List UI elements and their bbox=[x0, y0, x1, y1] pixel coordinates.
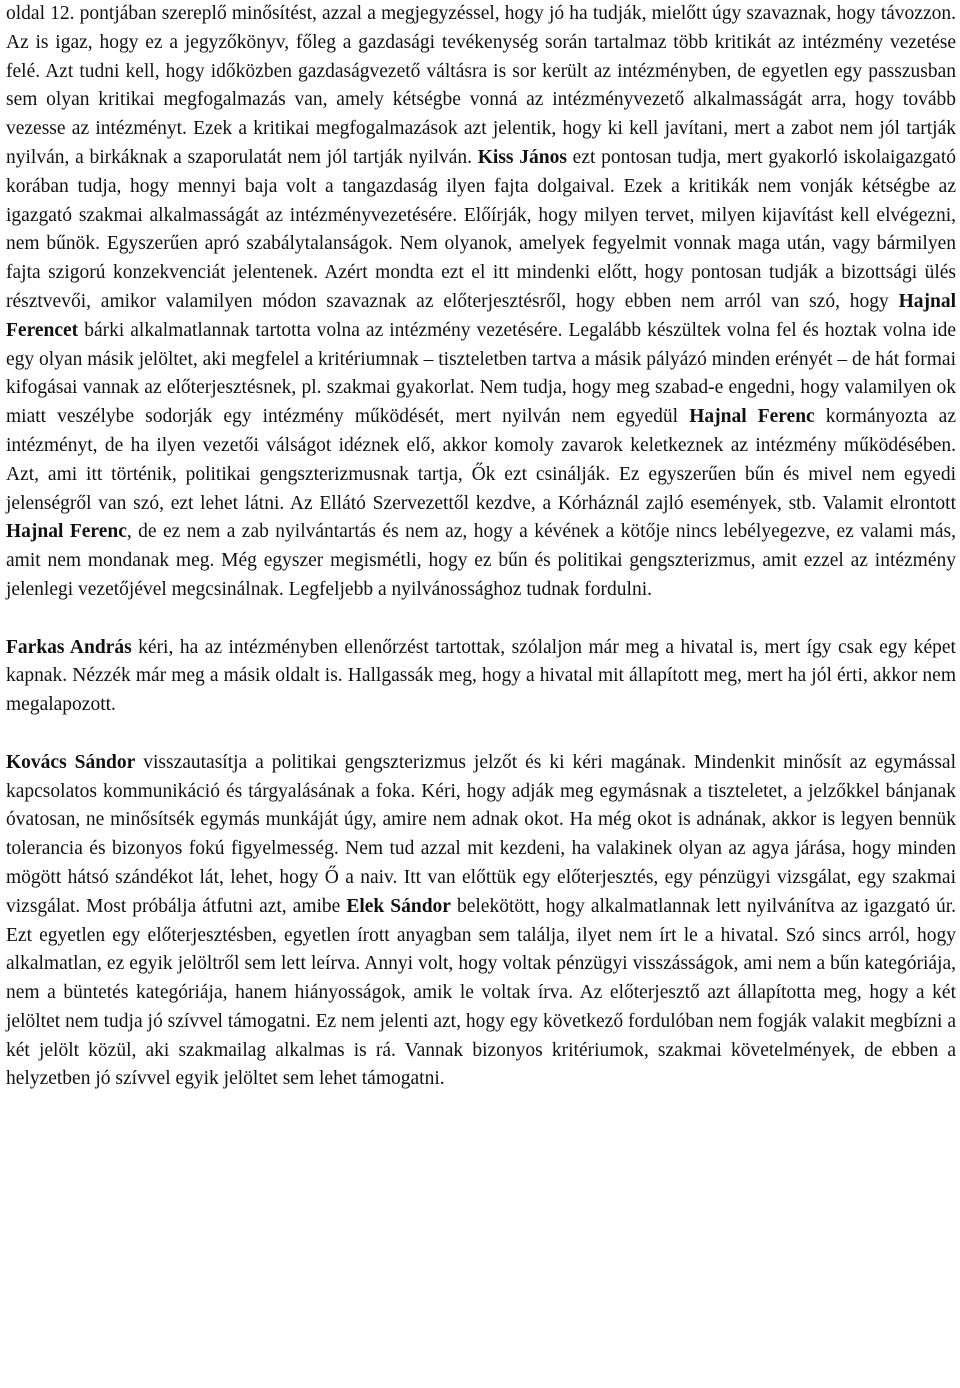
person-name-elek-sandor: Elek Sándor bbox=[346, 895, 451, 917]
text-segment: belekötött, hogy alkalmatlannak lett nyilvánítva az igazgató úr. Ezt egyetlen egy előterjesztésben, egyetlen írott anyagban sem találja, ilyet nem írt le a hivatal. Szó sincs arról, hogy alkalmatlan, ez egyik jelöltről sem lett leírva. Annyi volt, hogy voltak pénzügyi visszásságok, ami nem a bűn kategóriája, nem a büntetés kategóriája, hanem hiányosságok, amik le voltak írva. Az előterjesztő azt állapította meg, hogy a két jelöltet nem tudja jó szívvel támogatni. Ez nem jelenti azt, hogy egy következő fordulóban nem fogják valakit megbízni a két jelölt közül, aki szakmailag alkalmas is rá. Vannak bizonyos kritériumok, szakmai követelmények, de ebben a helyzetben jó szívvel egyik jelöltet sem lehet támogatni. bbox=[6, 895, 956, 1090]
paragraph-kovacs-sandor bbox=[6, 749, 956, 1095]
paragraph-farkas-andras bbox=[6, 634, 956, 720]
text-segment: kéri, ha az intézményben ellenőrzést tartottak, szólaljon már meg a hivatal is, mert így csak egy képet kapnak. Nézzék már meg a másik oldalt is. Hallgassák meg, hogy a hivatal mit állapított meg, mert ha jól érti, akkor nem megalapozott. bbox=[6, 636, 956, 716]
person-name-hajnal-ferencet: Hajnal Ferencet bbox=[6, 290, 956, 341]
person-name-hajnal-ferenc: Hajnal Ferenc bbox=[689, 406, 815, 428]
speaker-name-kovacs-sandor: Kovács Sándor bbox=[6, 751, 136, 773]
text-segment: kormányozta az intézményt, de ha ilyen vezetői válságot idéznek elő, akkor komoly zavarok keletkeznek az intézmény működésében. Azt, ami itt történik, politikai gengszterizmusnak tartja, Ők ezt csinálják. Ez egyszerűen bűn és mivel nem egyedi jelenségről van szó, ezt lehet látni. Az Ellátó Szervezettől kezdve, a Kórháznál zajló események, stb. Valamit elrontott bbox=[6, 406, 956, 514]
person-name-hajnal-ferenc: Hajnal Ferenc bbox=[6, 521, 127, 543]
text-segment: bárki alkalmatlannak tartotta volna az intézmény vezetésére. Legalább készültek volna fel és hoztak volna ide egy olyan másik jelöltet, aki megfelel a kritériumnak – tiszteletben tartva a másik pályázó minden erényét – de hát formai kifogásai vannak az előterjesztésnek, pl. szakmai gyakorlat. Nem tudja, hogy meg szabad-e engedni, hogy valamilyen ok miatt veszélybe sodorják egy intézmény működését, mert nyilván nem egyedül bbox=[6, 319, 956, 428]
paragraph-hajnal-discussion bbox=[6, 0, 956, 605]
text-segment: visszautasítja a politikai gengszterizmus jelzőt és ki kéri magának. Mindenkit minősít az egymással kapcsolatos kommunikáció és tárgyalásának a foka. Kéri, hogy adják meg egymásnak a tiszteletet, a jelzőkkel bánjanak óvatosan, ne minősítsék egymás munkáját úgy, amire nem adnak okot. Ha még okot is adnának, akkor is legyen bennük tolerancia és bizonyos fokú figyelmesség. Nem tud azzal mit kezdeni, ha valakinek olyan az agya járása, hogy minden mögött hátsó szándékot lát, lehet, hogy Ő a naiv. Itt van előttük egy előterjesztés, egy pénzügyi vizsgálat, egy szakmai vizsgálat. Most próbálja átfutni azt, amibe bbox=[6, 751, 956, 917]
speaker-name-kiss-janos: Kiss János bbox=[477, 146, 567, 168]
text-segment: oldal 12. pontjában szereplő minősítést, azzal a megjegyzéssel, hogy jó ha tudják, mielőtt úgy szavaznak, hogy távozzon. Az is igaz, hogy ez a jegyzőkönyv, főleg a gazdasági tevékenység során tartalmaz több kritikát az intézmény vezetése felé. Azt tudni kell, hogy időközben gazdaságvezető váltásra is sor került az intézményben, de egyetlen egy passzusban sem olyan kritikai megfogalmazás van, amely kétségbe vonná az intézményvezető alkalmasságát arra, hogy tovább vezesse az intézményt. Ezek a kritikai megfogalmazások azt jelentik, hogy ki kell javítani, mert a zabot nem jól tartják nyilván, a birkáknak a szaporulatát nem jól tartják nyilván. bbox=[6, 3, 956, 168]
text-segment: ezt pontosan tudja, mert gyakorló iskolaigazgató korában tudja, hogy mennyi baja volt a tangazdaság ilyen fajta dolgaival. Ezek a kritikák nem vonják kétségbe az igazgató szakmai alkalmasságát az intézményvezetésére. Előírják, hogy milyen tervet, milyen kijavítást kell elvégezni, nem bűnök. Egyszerűen apró szabálytalanságok. Nem olyanok, amelyek fegyelmit vonnak maga után, vagy bármilyen fajta szigorú konzekvenciát jelentenek. Azért mondta ezt el itt mindenki előtt, hogy pontosan tudják a bizottsági ülés résztvevői, amikor valamilyen módon szavaznak az előterjesztésről, hogy ebben nem arról van szó, hogy bbox=[6, 146, 956, 312]
speaker-name-farkas-andras: Farkas András bbox=[6, 636, 132, 658]
text-segment: , de ez nem a zab nyilvántartás és nem az, hogy a kévének a kötője nincs lebélyegezve, ez valami más, amit nem mondanak meg. Még egyszer megismétli, hogy ez bűn és politikai gengszterizmus, amit ezzel az intézmény jelenlegi vezetőjével megcsinálnak. Legfeljebb a nyilvánossághoz tudnak fordulni. bbox=[6, 521, 956, 600]
